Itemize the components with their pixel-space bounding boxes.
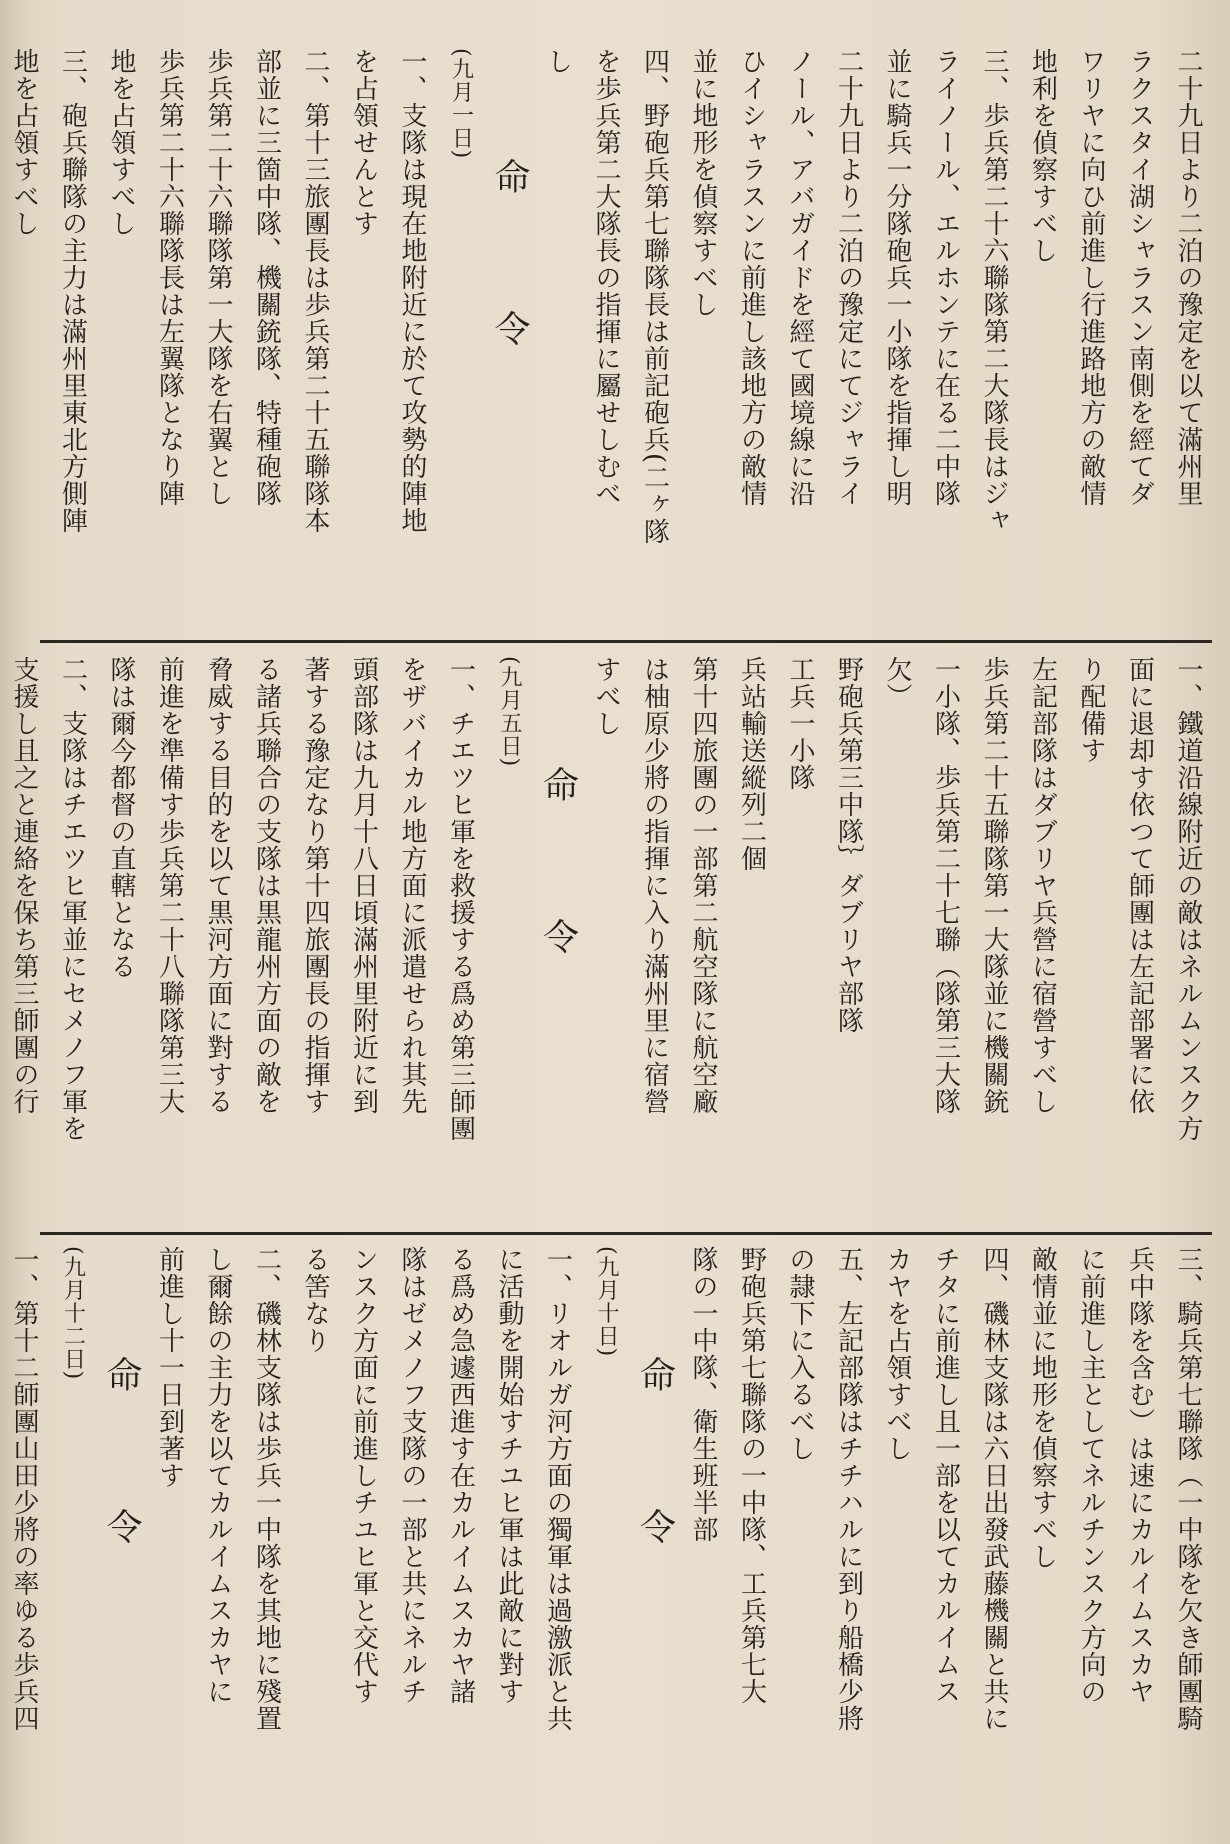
text-line: 第十四旅團の一部第二航空隊に航空廠: [688, 656, 718, 1115]
text-line: すべし: [591, 656, 621, 737]
order-heading: 命 令: [101, 1356, 142, 1584]
text-line: をザバイカル地方面に派遣せられ其先: [397, 656, 427, 1115]
text-line: 四、野砲兵第七聯隊長は前記砲兵(二ヶ隊: [639, 48, 670, 546]
text-line: を歩兵第二大隊長の指揮に屬せしむべ: [591, 48, 621, 507]
text-line: 一小隊、歩兵第二十七聯（隊第三大隊: [930, 656, 961, 1115]
text-line: 一、チエツヒ軍を救援する爲め第三師團: [445, 656, 476, 1142]
text-line: は柚原少將の指揮に入り滿州里に宿營: [639, 656, 670, 1115]
text-line: 歩兵第二十六聯隊長は左翼隊となり陣: [154, 48, 185, 507]
text-line: 前進を準備す歩兵第二十八聯隊第三大: [154, 656, 185, 1115]
text-line: 三、騎兵第七聯隊（一中隊を欠き師團騎: [1173, 1246, 1203, 1732]
text-line: 兵站輸送縱列二個: [736, 656, 767, 872]
text-line: 地を占領すべし: [106, 48, 136, 237]
order-heading: 命 令: [537, 766, 579, 994]
text-line: に前進し主としてネルチンスク方向の: [1076, 1246, 1106, 1705]
section-divider: [40, 640, 1212, 643]
text-line: 二十九日より二泊の豫定にてジャライ: [833, 48, 864, 507]
text-line: 一、リオルガ河方面の獨軍は過激派と共: [542, 1246, 573, 1732]
order-date: (九月十二日): [60, 1246, 86, 1381]
text-line: 欠）: [882, 656, 912, 710]
text-line: 歩兵第二十六聯隊第一大隊を右翼とし: [203, 48, 233, 507]
text-line: 一、鐵道沿線附近の敵はネルムンスク方: [1173, 656, 1203, 1142]
text-line: 一、支隊は現在地附近に於て攻勢的陣地: [397, 48, 427, 534]
text-line: 三、歩兵第二十六聯隊第二大隊長はジャ: [979, 48, 1009, 534]
text-line: 面に退却す依つて師團は左記部署に依: [1124, 656, 1155, 1115]
text-line: 前進し十一日到著す: [154, 1246, 185, 1489]
text-line: に活動を開始すチユヒ軍は此敵に對す: [494, 1246, 524, 1705]
text-line: 工兵一小隊: [785, 656, 815, 791]
text-line: 三、砲兵聯隊の主力は滿州里東北方側陣: [57, 48, 88, 534]
text-line: 兵中隊を含む）は速にカルイムスカヤ: [1124, 1246, 1155, 1705]
text-line: を占領せんとす: [348, 48, 379, 237]
text-line: し: [542, 48, 573, 75]
section-bottom-text: [0, 1246, 1212, 1826]
text-line: 地利を偵察すべし: [1027, 48, 1058, 264]
text-line: る爲め急遽西進す在カルイムスカヤ諸: [445, 1246, 476, 1705]
text-line: ノール、アバガイドを經て國境線に沿: [785, 48, 815, 507]
text-line: 並に騎兵一分隊砲兵一小隊を指揮し明: [882, 48, 912, 507]
text-line: り配備す: [1076, 656, 1106, 764]
text-line: 二十九日より二泊の豫定を以て滿州里: [1173, 48, 1203, 507]
text-line: カヤを占領すべし: [882, 1246, 912, 1462]
order-heading: 命 令: [634, 1356, 676, 1584]
text-line: 隊の一中隊、衛生班半部: [688, 1246, 718, 1543]
text-line: 野砲兵第三中隊｝ダブリヤ部隊: [833, 656, 864, 1034]
section-bottom: [9, 1246, 1212, 1826]
text-line: ンスク方面に前進しチユヒ軍と交代す: [348, 1246, 379, 1705]
order-date: (九月十日): [594, 1246, 619, 1358]
section-middle: [9, 656, 1212, 1222]
text-line: 二、第十三旅團長は歩兵第二十五聯隊本: [300, 48, 330, 534]
section-divider: [40, 1232, 1212, 1235]
text-line: ひイシャラスンに前進し該地方の敵情: [736, 48, 767, 507]
section-top: [9, 48, 1212, 628]
section-middle-text: [0, 656, 1212, 1222]
order-date: (九月五日): [497, 656, 522, 768]
section-top-text: [0, 48, 1212, 628]
text-line: 五、左記部隊はチチハルに到り船橋少將: [833, 1246, 864, 1732]
text-line: 頭部隊は九月十八日頃滿州里附近に到: [348, 656, 379, 1115]
text-line: の隷下に入るべし: [785, 1246, 815, 1462]
order-date: (九月一日): [448, 48, 474, 160]
text-line: ラクスタイ湖シャラスン南側を經てダ: [1124, 48, 1155, 507]
text-line: ライノール、エルホンテに在る二中隊: [930, 48, 961, 507]
text-line: 並に地形を偵察すべし: [688, 48, 718, 318]
text-line: 隊はゼメノフ支隊の一部と共にネルチ: [397, 1246, 427, 1705]
text-line: 左記部隊はダブリヤ兵營に宿營すべし: [1027, 656, 1058, 1115]
text-line: 部並に三箇中隊、機關銃隊、特種砲隊: [251, 48, 282, 507]
text-line: 支援し且之と連絡を保ち第三師團の行: [9, 656, 39, 1115]
text-line: 二、磯林支隊は歩兵一中隊を其地に殘置: [251, 1246, 282, 1732]
text-line: 歩兵第二十五聯隊第一大隊並に機關銃: [979, 656, 1009, 1115]
text-line: 四、磯林支隊は六日出發武藤機關と共に: [979, 1246, 1009, 1732]
text-line: る諸兵聯合の支隊は黒龍州方面の敵を: [251, 656, 282, 1115]
text-line: チタに前進し且一部を以てカルイムス: [930, 1246, 961, 1705]
text-line: 一、第十二師團山田少將の率ゆる歩兵四: [9, 1246, 39, 1732]
text-line: 隊は爾今都督の直轄となる: [106, 656, 136, 980]
text-line: 地を占領すべし: [9, 48, 39, 237]
text-line: 著する豫定なり第十四旅團長の指揮す: [300, 656, 330, 1115]
text-line: 敵情並に地形を偵察すべし: [1027, 1246, 1058, 1570]
order-heading: 命 令: [489, 158, 530, 386]
text-line: 二、支隊はチエツヒ軍並にセメノフ軍を: [57, 656, 88, 1142]
text-line: 脅威する目的を以て黒河方面に對する: [203, 656, 233, 1115]
text-line: し爾餘の主力を以てカルイムスカヤに: [203, 1246, 233, 1705]
text-line: ワリヤに向ひ前進し行進路地方の敵情: [1076, 48, 1106, 507]
text-line: 野砲兵第七聯隊の一中隊、工兵第七大: [736, 1246, 767, 1705]
text-line: る筈なり: [300, 1246, 330, 1354]
